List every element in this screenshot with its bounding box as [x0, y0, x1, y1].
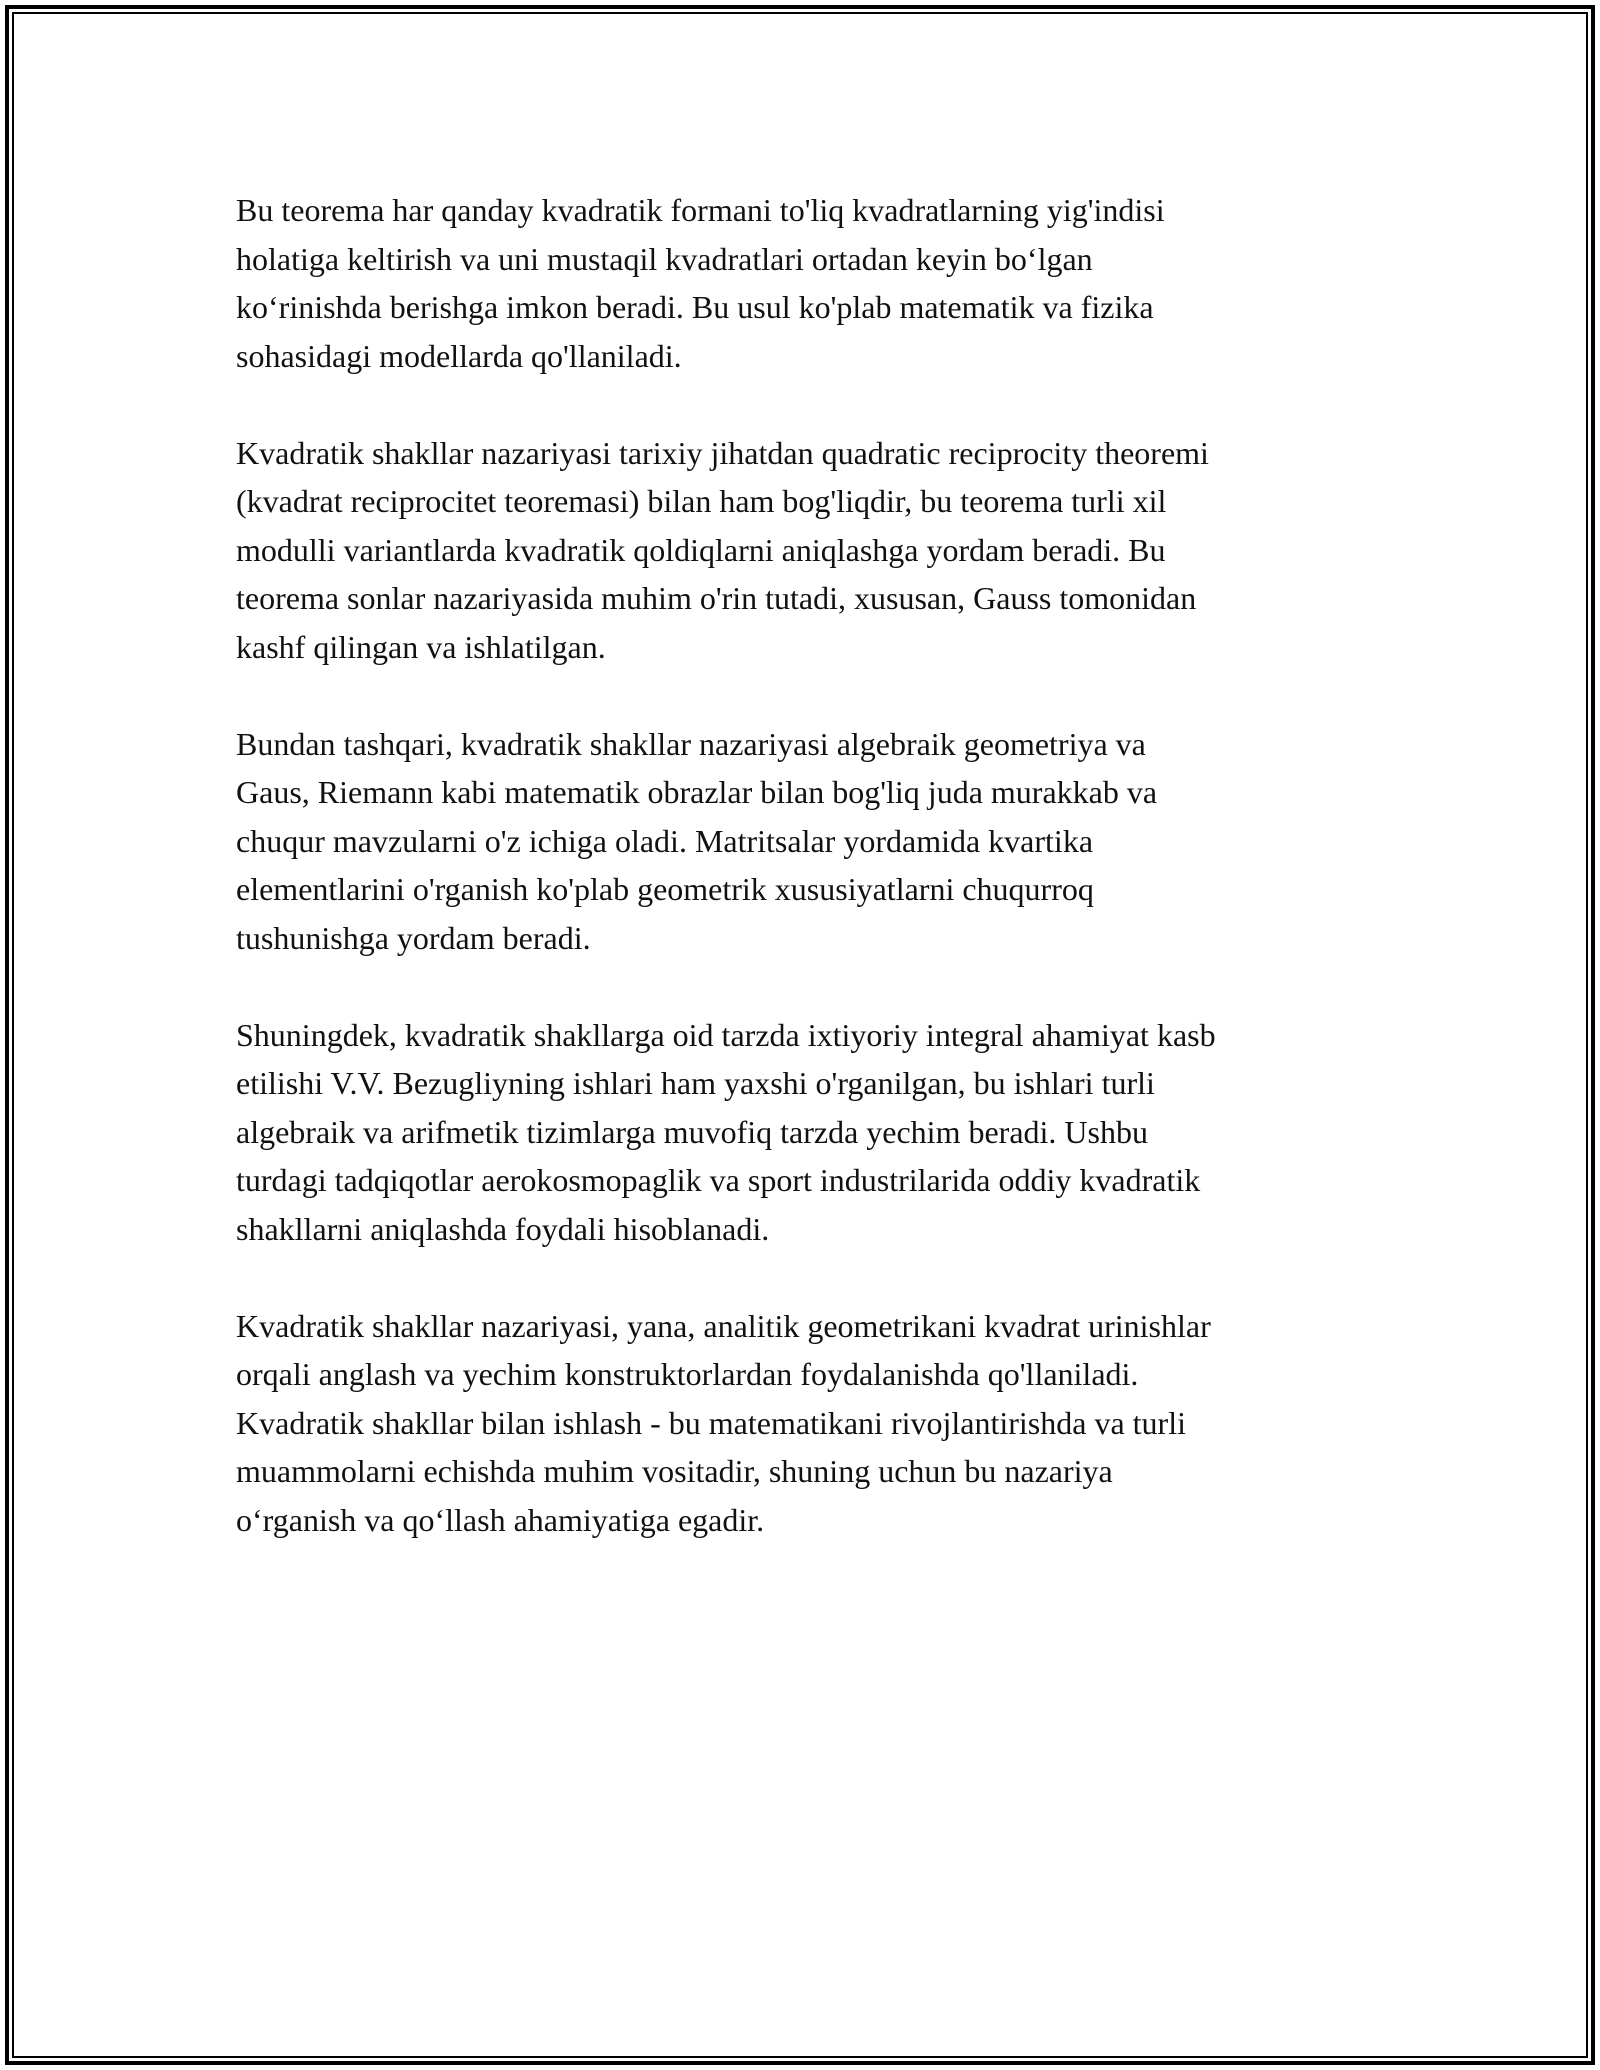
- document-body: [236, 186, 1376, 1593]
- paragraph-2: Kvadratik shakllar nazariyasi tarixiy jihatdan quadratic reciprocity theoremi (kvadrat reciprocitet teoremasi) bilan ham bog'liqdir, bu teorema turli xil modulli variantlarda kvadratik qoldiqlarni aniqlashga yordam beradi. Bu teorema sonlar nazariyasida muhim o'rin tutadi, xususan, Gauss tomonidan kashf qilingan va ishlatilgan.: [236, 434, 1209, 665]
- paragraph-4: Shuningdek, kvadratik shakllarga oid tarzda ixtiyoriy integral ahamiyat kasb etilishi V.V. Bezugliyning ishlari ham yaxshi o'rganilgan, bu ishlari turli algebraik va arifmetik tizimlarga muvofiq tarzda yechim beradi. Ushbu turdagi tadqiqotlar aerokosmopaglik va sport industrilarida oddiy kvadratik shakllarni aniqlashda foydali hisoblanadi.: [236, 1016, 1216, 1247]
- paragraph-5: Kvadratik shakllar nazariyasi, yana, analitik geometrikani kvadrat urinishlar orqali anglash va yechim konstruktorlardan foydalanishda qo'llaniladi. Kvadratik shakllar bilan ishlash - bu matematikani rivojlantirishda va turli muammolarni echishda muhim vositadir, shuning uchun bu nazariya o‘rganish va qo‘llash ahamiyatiga egadir.: [236, 1307, 1211, 1538]
- paragraph-3: Bundan tashqari, kvadratik shakllar nazariyasi algebraik geometriya va Gaus, Riemann kabi matematik obrazlar bilan bog'liq juda murakkab va chuqur mavzularni o'z ichiga oladi. Matritsalar yordamida kvartika elementlarini o'rganish ko'plab geometrik xususiyatlarni chuqurroq tushunishga yordam beradi.: [236, 725, 1158, 956]
- paragraph-1: Bu teorema har qanday kvadratik formani to'liq kvadratlarning yig'indisi holatiga keltirish va uni mustaqil kvadratlari ortadan keyin bo‘lgan ko‘rinishda berishga imkon beradi. Bu usul ko'plab matematik va fizika sohasidagi modellarda qo'llaniladi.: [236, 192, 1165, 374]
